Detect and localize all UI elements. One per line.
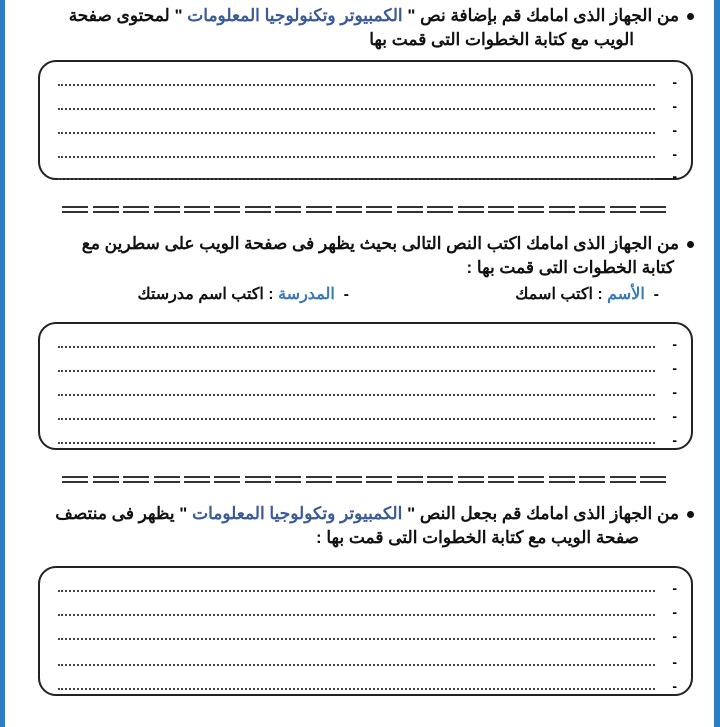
separator-dash bbox=[366, 206, 392, 213]
separator-dash bbox=[610, 476, 636, 483]
separator-dash bbox=[579, 476, 605, 483]
dash: - bbox=[672, 432, 677, 448]
q1-text-post: " لمحتوى صفحة bbox=[68, 6, 183, 25]
dash: - bbox=[672, 146, 677, 162]
bullet-icon bbox=[687, 511, 694, 518]
q3-text-pre: من الجهاز الذى امامك قم بجعل النص " bbox=[407, 504, 679, 523]
answer-line[interactable] bbox=[58, 430, 677, 450]
dash: - bbox=[343, 286, 349, 303]
q2-line1: من الجهاز الذى امامك اكتب النص التالى بحيث يظهر فى صفحة الويب على سطرين مع bbox=[81, 234, 679, 253]
question-3 bbox=[36, 502, 694, 550]
separator-dash bbox=[518, 476, 544, 483]
dotted-line bbox=[58, 442, 655, 444]
separator-dash bbox=[214, 476, 240, 483]
bullet-icon bbox=[687, 13, 694, 20]
dash: - bbox=[672, 384, 677, 400]
q1-highlight: الكمبيوتر وتكنولوجيا المعلومات bbox=[187, 6, 403, 25]
question-1 bbox=[36, 4, 694, 52]
separator-dash bbox=[93, 476, 119, 483]
dash: - bbox=[672, 678, 677, 694]
separator-dash bbox=[245, 206, 271, 213]
answer-line[interactable] bbox=[58, 626, 677, 646]
answer-line[interactable] bbox=[58, 120, 677, 140]
answer-line[interactable] bbox=[58, 382, 677, 402]
answer-line[interactable] bbox=[58, 144, 677, 164]
separator-dash bbox=[123, 206, 149, 213]
dotted-line bbox=[58, 664, 655, 666]
separator-dash bbox=[458, 476, 484, 483]
separator-dash bbox=[458, 206, 484, 213]
item-label: الأسم bbox=[607, 286, 645, 303]
dotted-line bbox=[58, 638, 655, 640]
dash: - bbox=[672, 604, 677, 620]
answer-line[interactable] bbox=[58, 602, 677, 622]
separator-dash bbox=[488, 476, 514, 483]
separator-dash bbox=[640, 206, 666, 213]
dash: - bbox=[672, 336, 677, 352]
question-2 bbox=[36, 232, 694, 280]
separator-dash bbox=[610, 206, 636, 213]
dash: - bbox=[672, 122, 677, 138]
dash: - bbox=[672, 98, 677, 114]
separator-dash bbox=[518, 206, 544, 213]
separator-dash bbox=[336, 476, 362, 483]
dash: - bbox=[672, 654, 677, 670]
dotted-line bbox=[58, 394, 655, 396]
q3-highlight: الكمبيوتر وتكولوجيا المعلومات bbox=[192, 504, 403, 523]
answer-box-3[interactable] bbox=[38, 566, 693, 696]
answer-line[interactable] bbox=[58, 72, 677, 92]
dotted-line bbox=[58, 84, 655, 86]
separator-dash bbox=[184, 206, 210, 213]
bullet-icon bbox=[687, 241, 694, 248]
item-value: : اكتب اسم مدرستك bbox=[137, 286, 274, 303]
dotted-line bbox=[58, 418, 655, 420]
dotted-line bbox=[58, 156, 655, 158]
answer-line[interactable] bbox=[58, 676, 677, 696]
answer-box-1[interactable] bbox=[38, 60, 693, 184]
separator-dash bbox=[275, 206, 301, 213]
answer-line[interactable] bbox=[58, 652, 677, 672]
q2-item-name bbox=[349, 284, 659, 306]
separator-dash bbox=[397, 206, 423, 213]
separator-dash bbox=[62, 476, 88, 483]
dash: - bbox=[653, 286, 659, 303]
separator-dash bbox=[306, 206, 332, 213]
answer-line[interactable] bbox=[58, 334, 677, 354]
separator-dash bbox=[62, 206, 88, 213]
separator-dash bbox=[640, 476, 666, 483]
dash: - bbox=[672, 580, 677, 596]
separator-dash bbox=[184, 476, 210, 483]
dash: - bbox=[672, 74, 677, 90]
item-value: : اكتب اسمك bbox=[515, 286, 603, 303]
page-border-right bbox=[714, 0, 720, 727]
item-label: المدرسة bbox=[278, 286, 335, 303]
separator-dash bbox=[549, 476, 575, 483]
separator-dash bbox=[336, 206, 362, 213]
separator-dash bbox=[579, 206, 605, 213]
answer-line[interactable] bbox=[58, 358, 677, 378]
dotted-line bbox=[58, 614, 655, 616]
separator-dash bbox=[366, 476, 392, 483]
separator-dash bbox=[123, 476, 149, 483]
q1-line2: الويب مع كتابة الخطوات التى قمت بها bbox=[369, 30, 634, 49]
separator-dash bbox=[154, 206, 180, 213]
separator-dash bbox=[427, 476, 453, 483]
dotted-line bbox=[58, 688, 655, 690]
separator-dash bbox=[93, 206, 119, 213]
q2-line2: كتابة الخطوات التى قمت بها : bbox=[466, 258, 674, 277]
answer-box-2[interactable] bbox=[38, 322, 693, 450]
q1-text-pre: من الجهاز الذى امامك قم بإضافة نص " bbox=[407, 6, 679, 25]
separator-dash bbox=[306, 476, 332, 483]
dotted-line bbox=[58, 178, 655, 180]
q3-text-post: " يظهر فى منتصف bbox=[55, 504, 188, 523]
separator-dash bbox=[549, 206, 575, 213]
answer-line[interactable] bbox=[58, 96, 677, 116]
dash: - bbox=[672, 408, 677, 424]
separator-dash bbox=[427, 206, 453, 213]
separator bbox=[62, 476, 666, 484]
separator-dash bbox=[245, 476, 271, 483]
separator-dash bbox=[214, 206, 240, 213]
page-border-left bbox=[0, 0, 5, 727]
separator-dash bbox=[488, 206, 514, 213]
dotted-line bbox=[58, 590, 655, 592]
separator bbox=[62, 206, 666, 214]
dash: - bbox=[672, 360, 677, 376]
q2-item-school bbox=[137, 284, 349, 306]
dash: - bbox=[672, 168, 677, 184]
answer-line[interactable] bbox=[58, 578, 677, 598]
separator-dash bbox=[154, 476, 180, 483]
q3-line2: صفحة الويب مع كتابة الخطوات التى قمت بها : bbox=[315, 528, 639, 547]
dotted-line bbox=[58, 132, 655, 134]
dotted-line bbox=[58, 108, 655, 110]
separator-dash bbox=[397, 476, 423, 483]
dotted-line bbox=[58, 346, 655, 348]
dash: - bbox=[672, 628, 677, 644]
q2-items bbox=[36, 284, 694, 306]
separator-dash bbox=[275, 476, 301, 483]
answer-line[interactable] bbox=[58, 406, 677, 426]
answer-line[interactable] bbox=[58, 166, 677, 186]
dotted-line bbox=[58, 370, 655, 372]
